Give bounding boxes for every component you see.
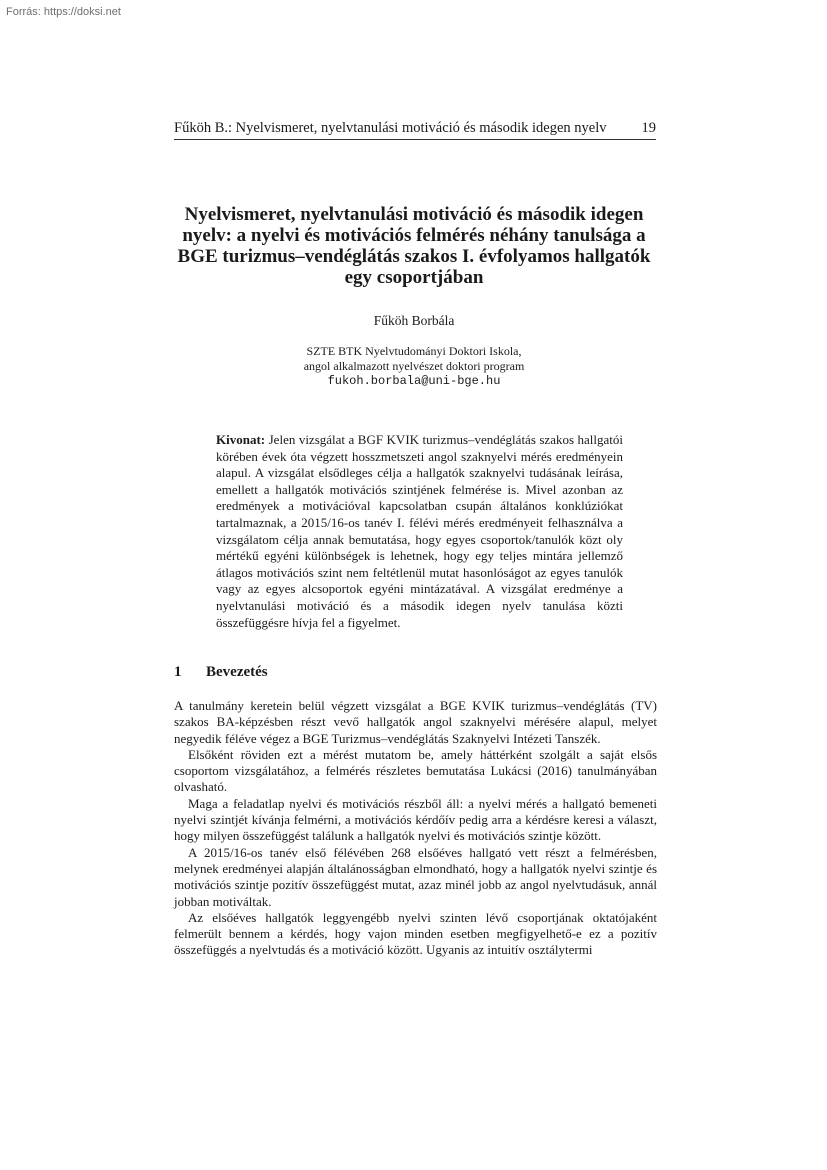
title-line: egy csoportjában [344,267,484,288]
section-title: Bevezetés [206,664,268,680]
author-email[interactable]: fukoh.borbala@uni-bge.hu [327,374,501,388]
paragraph: A tanulmány keretein belül végzett vizsgálat a BGE KVIK turizmus–vendéglátás (TV) szakos BA-képzésben részt vevő hallgatók angol szaknyelvi mérésére alapul, melyet negyedik féléve végez a BGE Turizmus–vendéglátás Szaknyelvi Intézeti Tanszék. [174,698,657,746]
page-number: 19 [641,120,656,136]
affiliation-line: angol alkalmazott nyelvészet doktori program [303,359,525,373]
affiliation [172,344,656,389]
section-number: 1 [174,664,182,680]
body-text [174,698,657,959]
author-name: Fűköh Borbála [373,313,455,328]
abstract [216,432,623,631]
section-heading [174,664,268,681]
running-title: Fűköh B.: Nyelvismeret, nyelvtanulási motiváció és második idegen nyelv [174,120,607,136]
running-header [174,120,656,140]
abstract-text: Jelen vizsgálat a BGF KVIK turizmus–vendéglátás szakos hallgatói körében évek óta végzett hosszmetszeti angol szaknyelvi mérés eredményein alapul. A vizsgálat elsődleges célja a hallgatók szaknyelvi tudásának leírása, emellett a hallgatók motivációs szintjének felmérése is. Mivel azonban az eredmények a motivációval kapcsolatban csupán általános konklúziókat tartalmaznak, a 2015/16-os tanév I. félévi mérés eredményeit felhasználva a vizsgálatom célja annak bemutatása, hogy egyes csoportok/tanulók közt oly mértékű egyéni különbségek is lehetnek, hogy egy teljes mintára jellemző átlagos motivációs szint nem feltétlenül mutat hasonlóságot az egyes tanulók vagy az egyes alcsoportok egyéni mintázatával. A vizsgálat eredménye a nyelvtanulási motiváció és a második idegen nyelv tanulása közti összefüggésre hívja fel a figyelmet. [216,432,623,630]
title-line: BGE turizmus–vendéglátás szakos I. évfolyamos hallgatók [177,246,651,267]
title-line: nyelv: a nyelvi és motivációs felmérés néhány tanulsága a [182,225,646,246]
paper-title [172,204,656,288]
title-line: Nyelvismeret, nyelvtanulási motiváció és második idegen [184,204,644,225]
abstract-label: Kivonat: [216,432,266,447]
paragraph: Az elsőéves hallgatók leggyengébb nyelvi szinten lévő csoportjának oktatójaként felmerült bennem a kérdés, hogy vajon minden esetben megfigyelhető-e ez a pozitív összefüggés a nyelvtudás és a motiváció között. Ugyanis az intuitív osztálytermi [174,909,657,958]
paragraph: A 2015/16-os tanév első félévében 268 elsőéves hallgató vett részt a felmérésben, melynek eredményei alapján általánosságban elmondható, hogy a hallgatók nyelvi szintje és motivációs szintje pozitív összefüggést mutat, azaz minél jobb az angol nyelvtudásuk, annál jobban motiváltak. [174,844,657,909]
affiliation-line: SZTE BTK Nyelvtudományi Doktori Iskola, [306,344,522,358]
source-watermark: Forrás: https://doksi.net [6,6,121,18]
paragraph: Elsőként röviden ezt a mérést mutatom be, amely háttérként szolgált a saját elsős csoportom vizsgálatához, a felmérés részletes bemutatása Lukácsi (2016) tanulmányában olvasható. [174,746,657,795]
paragraph: Maga a feladatlap nyelvi és motivációs részből áll: a nyelvi mérés a hallgató bemeneti nyelvi szintjét kívánja felmérni, a motivációs kérdőív pedig arra a kérdésre keresi a választ, hogy milyen összefüggést találunk a hallgatók nyelvi és motivációs szintje között. [174,795,657,844]
